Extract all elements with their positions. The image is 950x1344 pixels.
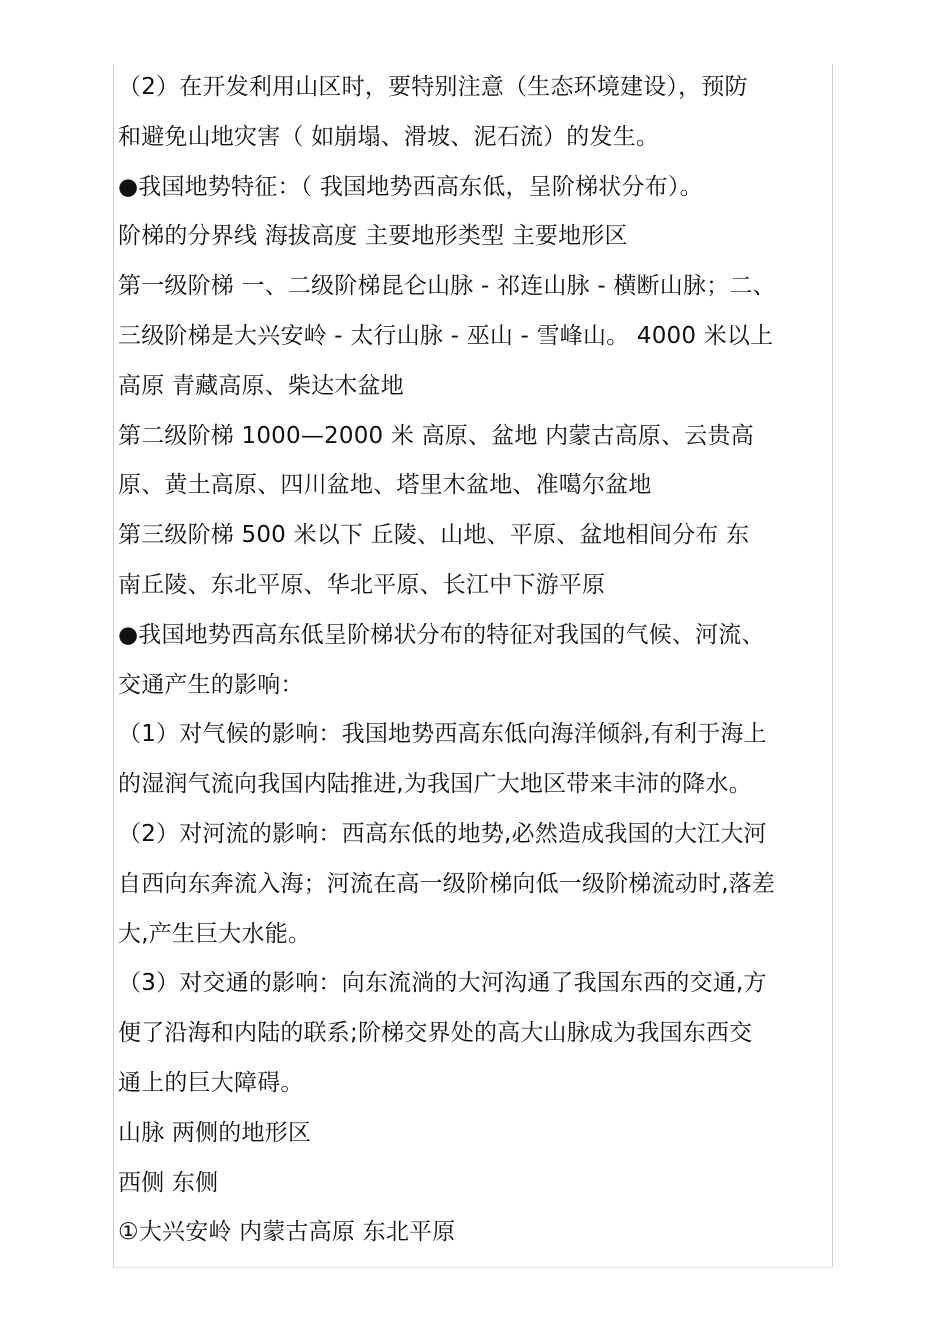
- text-line: 三级阶梯是大兴安岭 - 太行山脉 - 巫山 - 雪峰山。 4000 米以上: [118, 322, 774, 349]
- document-body: [118, 63, 834, 1258]
- text-line: （2）对河流的影响：西高东低的地势,必然造成我国的大江大河: [118, 820, 767, 847]
- text-line: 山脉 两侧的地形区: [118, 1119, 312, 1146]
- text-line: 南丘陵、东北平原、华北平原、长江中下游平原: [118, 571, 606, 598]
- text-line: 阶梯的分界线 海拔高度 主要地形类型 主要地形区: [118, 223, 628, 250]
- text-line: 通上的巨大障碍。: [118, 1069, 304, 1096]
- text-line: 第三级阶梯 500 米以下 丘陵、山地、平原、盆地相间分布 东: [118, 522, 750, 549]
- text-line: 第一级阶梯 一、二级阶梯昆仑山脉 - 祁连山脉 - 横断山脉；二、: [118, 273, 776, 300]
- text-line: 自西向东奔流入海；河流在高一级阶梯向低一级阶梯流动时,落差: [118, 870, 776, 897]
- text-line: 的湿润气流向我国内陆推进,为我国广大地区带来丰沛的降水。: [118, 771, 752, 798]
- text-line: 原、黄土高原、四川盆地、塔里木盆地、准噶尔盆地: [118, 472, 652, 499]
- text-line: ①大兴安岭 内蒙古高原 东北平原: [118, 1219, 456, 1246]
- text-line: 西侧 东侧: [118, 1169, 219, 1196]
- text-line: 便了沿海和内陆的联系;阶梯交界处的高大山脉成为我国东西交: [118, 1020, 753, 1047]
- text-line: （1）对气候的影响：我国地势西高东低向海洋倾斜,有利于海上: [118, 721, 767, 748]
- text-line: （2）在开发利用山区时，要特别注意（生态环境建设），预防: [118, 74, 748, 100]
- text-line: 高原 青藏高原、柴达木盆地: [118, 372, 404, 399]
- text-line: 大,产生巨大水能。: [118, 920, 312, 947]
- text-line: （3）对交通的影响：向东流淌的大河沟通了我国东西的交通,方: [118, 970, 767, 997]
- text-line: ●我国地势西高东低呈阶梯状分布的特征对我国的气候、河流、: [118, 621, 765, 648]
- text-line: 交通产生的影响：: [118, 671, 304, 698]
- text-line: 和避免山地灾害（ 如崩塌、滑坡、泥石流）的发生。: [118, 123, 660, 150]
- text-line: ●我国地势特征：（ 我国地势西高东低，呈阶梯状分布）。: [118, 173, 703, 200]
- text-line: 第二级阶梯 1000—2000 米 高原、盆地 内蒙古高原、云贵高: [118, 422, 754, 449]
